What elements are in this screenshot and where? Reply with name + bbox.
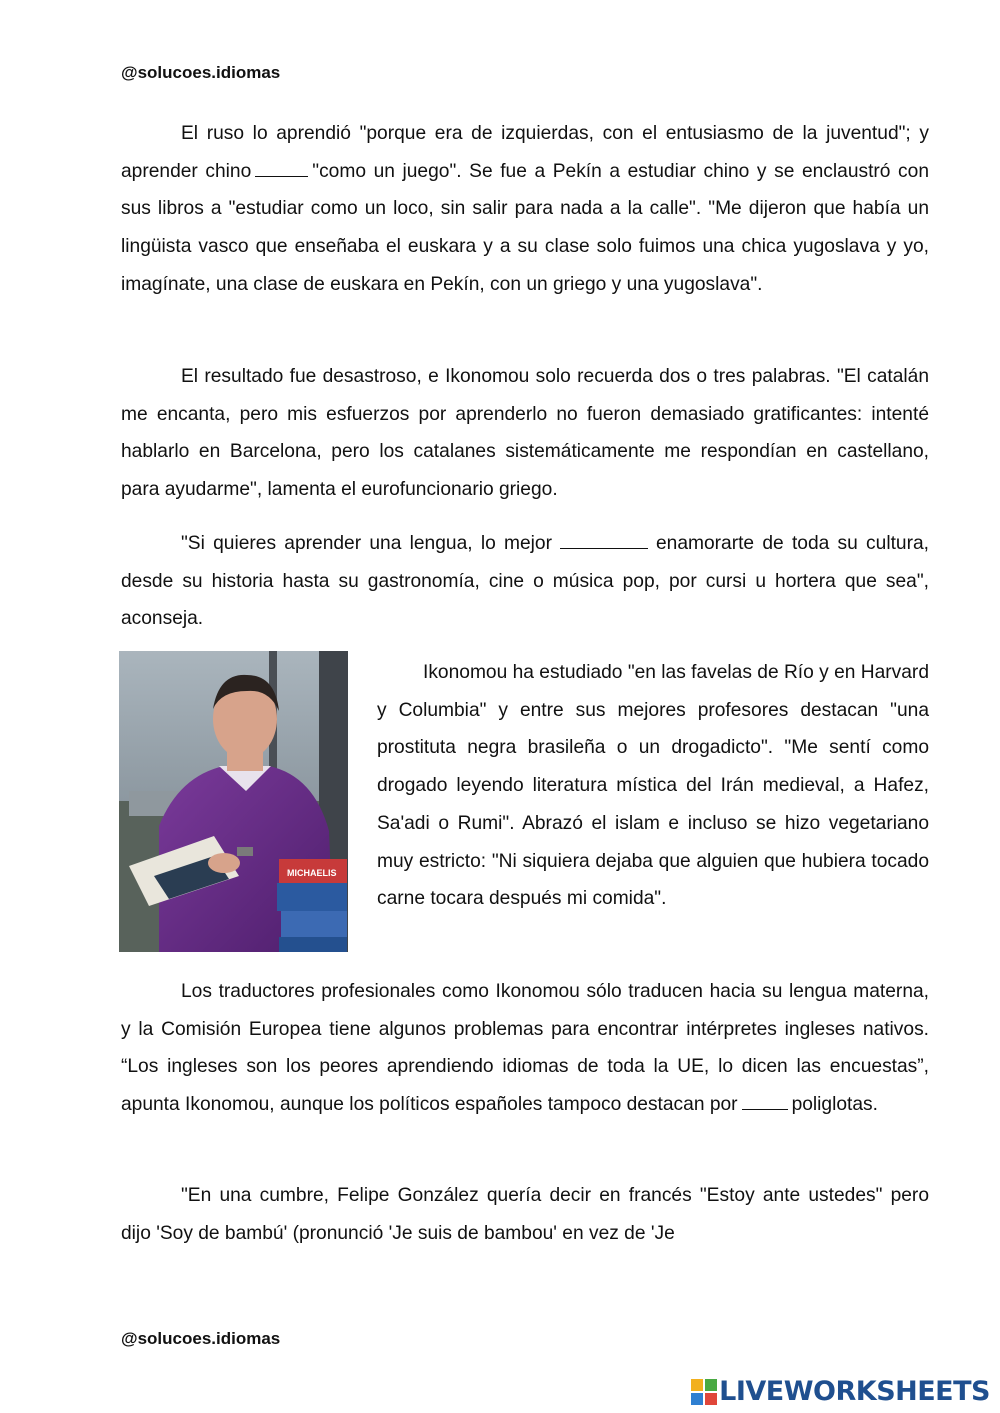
photo-ikonomou	[119, 651, 348, 952]
liveworksheets-logo[interactable]	[691, 1376, 990, 1407]
footer-handle: @solucoes.idiomas	[121, 1329, 281, 1348]
book-label: MICHAELIS	[287, 868, 337, 878]
paragraph-3	[121, 525, 929, 638]
paragraph-2: El resultado fue desastroso, e Ikonomou solo recuerda dos o tres palabras. "El catalán me encanta, pero mis esfuerzos por aprenderlo no fueron demasiado gratificantes: intenté hablarlo en Barcelona, pero los catalanes sistemáticamente me respondían en castellano, para ayudarme", lamenta el eurofuncionario griego.	[121, 366, 929, 501]
paragraph-5-text-a: Los traductores profesionales como Ikonomou sólo traducen hacia su lengua materna, y la Comisión Europea tiene algunos problemas para encontrar intérpretes ingleses nativos. “Los ingleses son los peores aprendiendo idiomas de toda la UE, lo dicen las encuestas”, apunta Ikonomou, aunque los políticos españoles tampoco destacan por	[121, 981, 929, 1116]
paragraph-1-text-b: "como un juego". Se fue a Pekín a estudiar chino y se enclaustró con sus libros a "estudiar como un loco, sin salir para nada a la calle". "Me dijeron que había un lingüista vasco que enseñaba el euskara y a su clase solo fuimos una chica yugoslava y yo, imagínate, una clase de euskara en Pekín, con un griego y una yugoslava".	[121, 160, 929, 295]
paragraph-4: Ikonomou ha estudiado "en las favelas de Río y en Harvard y Columbia" y entre sus mejores profesores destacan "una prostituta negra brasileña o un drogadicto". "Me sentí como drogado leyendo literatura mística del Irán medieval, a Hafez, Sa'adi o Rumi". Abrazó el islam e incluso se hizo vegetariano muy estricto: "Ni siquiera dejaba que alguien que hubiera tocado carne tocara después mi comida".	[377, 662, 929, 910]
paragraph-5	[121, 973, 929, 1124]
paragraph-5-text-b: poliglotas.	[791, 1094, 878, 1116]
blank-field-2[interactable]	[560, 532, 648, 549]
paragraph-3-text-a: "Si quieres aprender una lengua, lo mejor	[181, 533, 552, 554]
blank-field-1[interactable]	[255, 160, 308, 177]
paragraph-3-text-b: enamorarte de toda su cultura, desde su historia hasta su gastronomía, cine o música pop, por cursi u hortera que sea", aconseja.	[121, 533, 929, 630]
liveworksheets-logo-icon	[691, 1379, 717, 1405]
liveworksheets-logo-text: LIVEWORKSHEETS	[719, 1376, 990, 1407]
blank-field-3[interactable]	[742, 1093, 788, 1110]
photo-illustration	[119, 651, 348, 952]
paragraph-1	[121, 115, 929, 304]
paragraph-1-text-a: El ruso lo aprendió "porque era de izquierdas, con el entusiasmo de la juventud"; y aprender chino	[121, 123, 929, 182]
paragraph-6: "En una cumbre, Felipe González quería decir en francés "Estoy ante ustedes" pero dijo 'Soy de bambú' (pronunció 'Je suis de bambou' en vez de 'Je	[121, 1185, 929, 1244]
header-handle: @solucoes.idiomas	[121, 63, 281, 82]
